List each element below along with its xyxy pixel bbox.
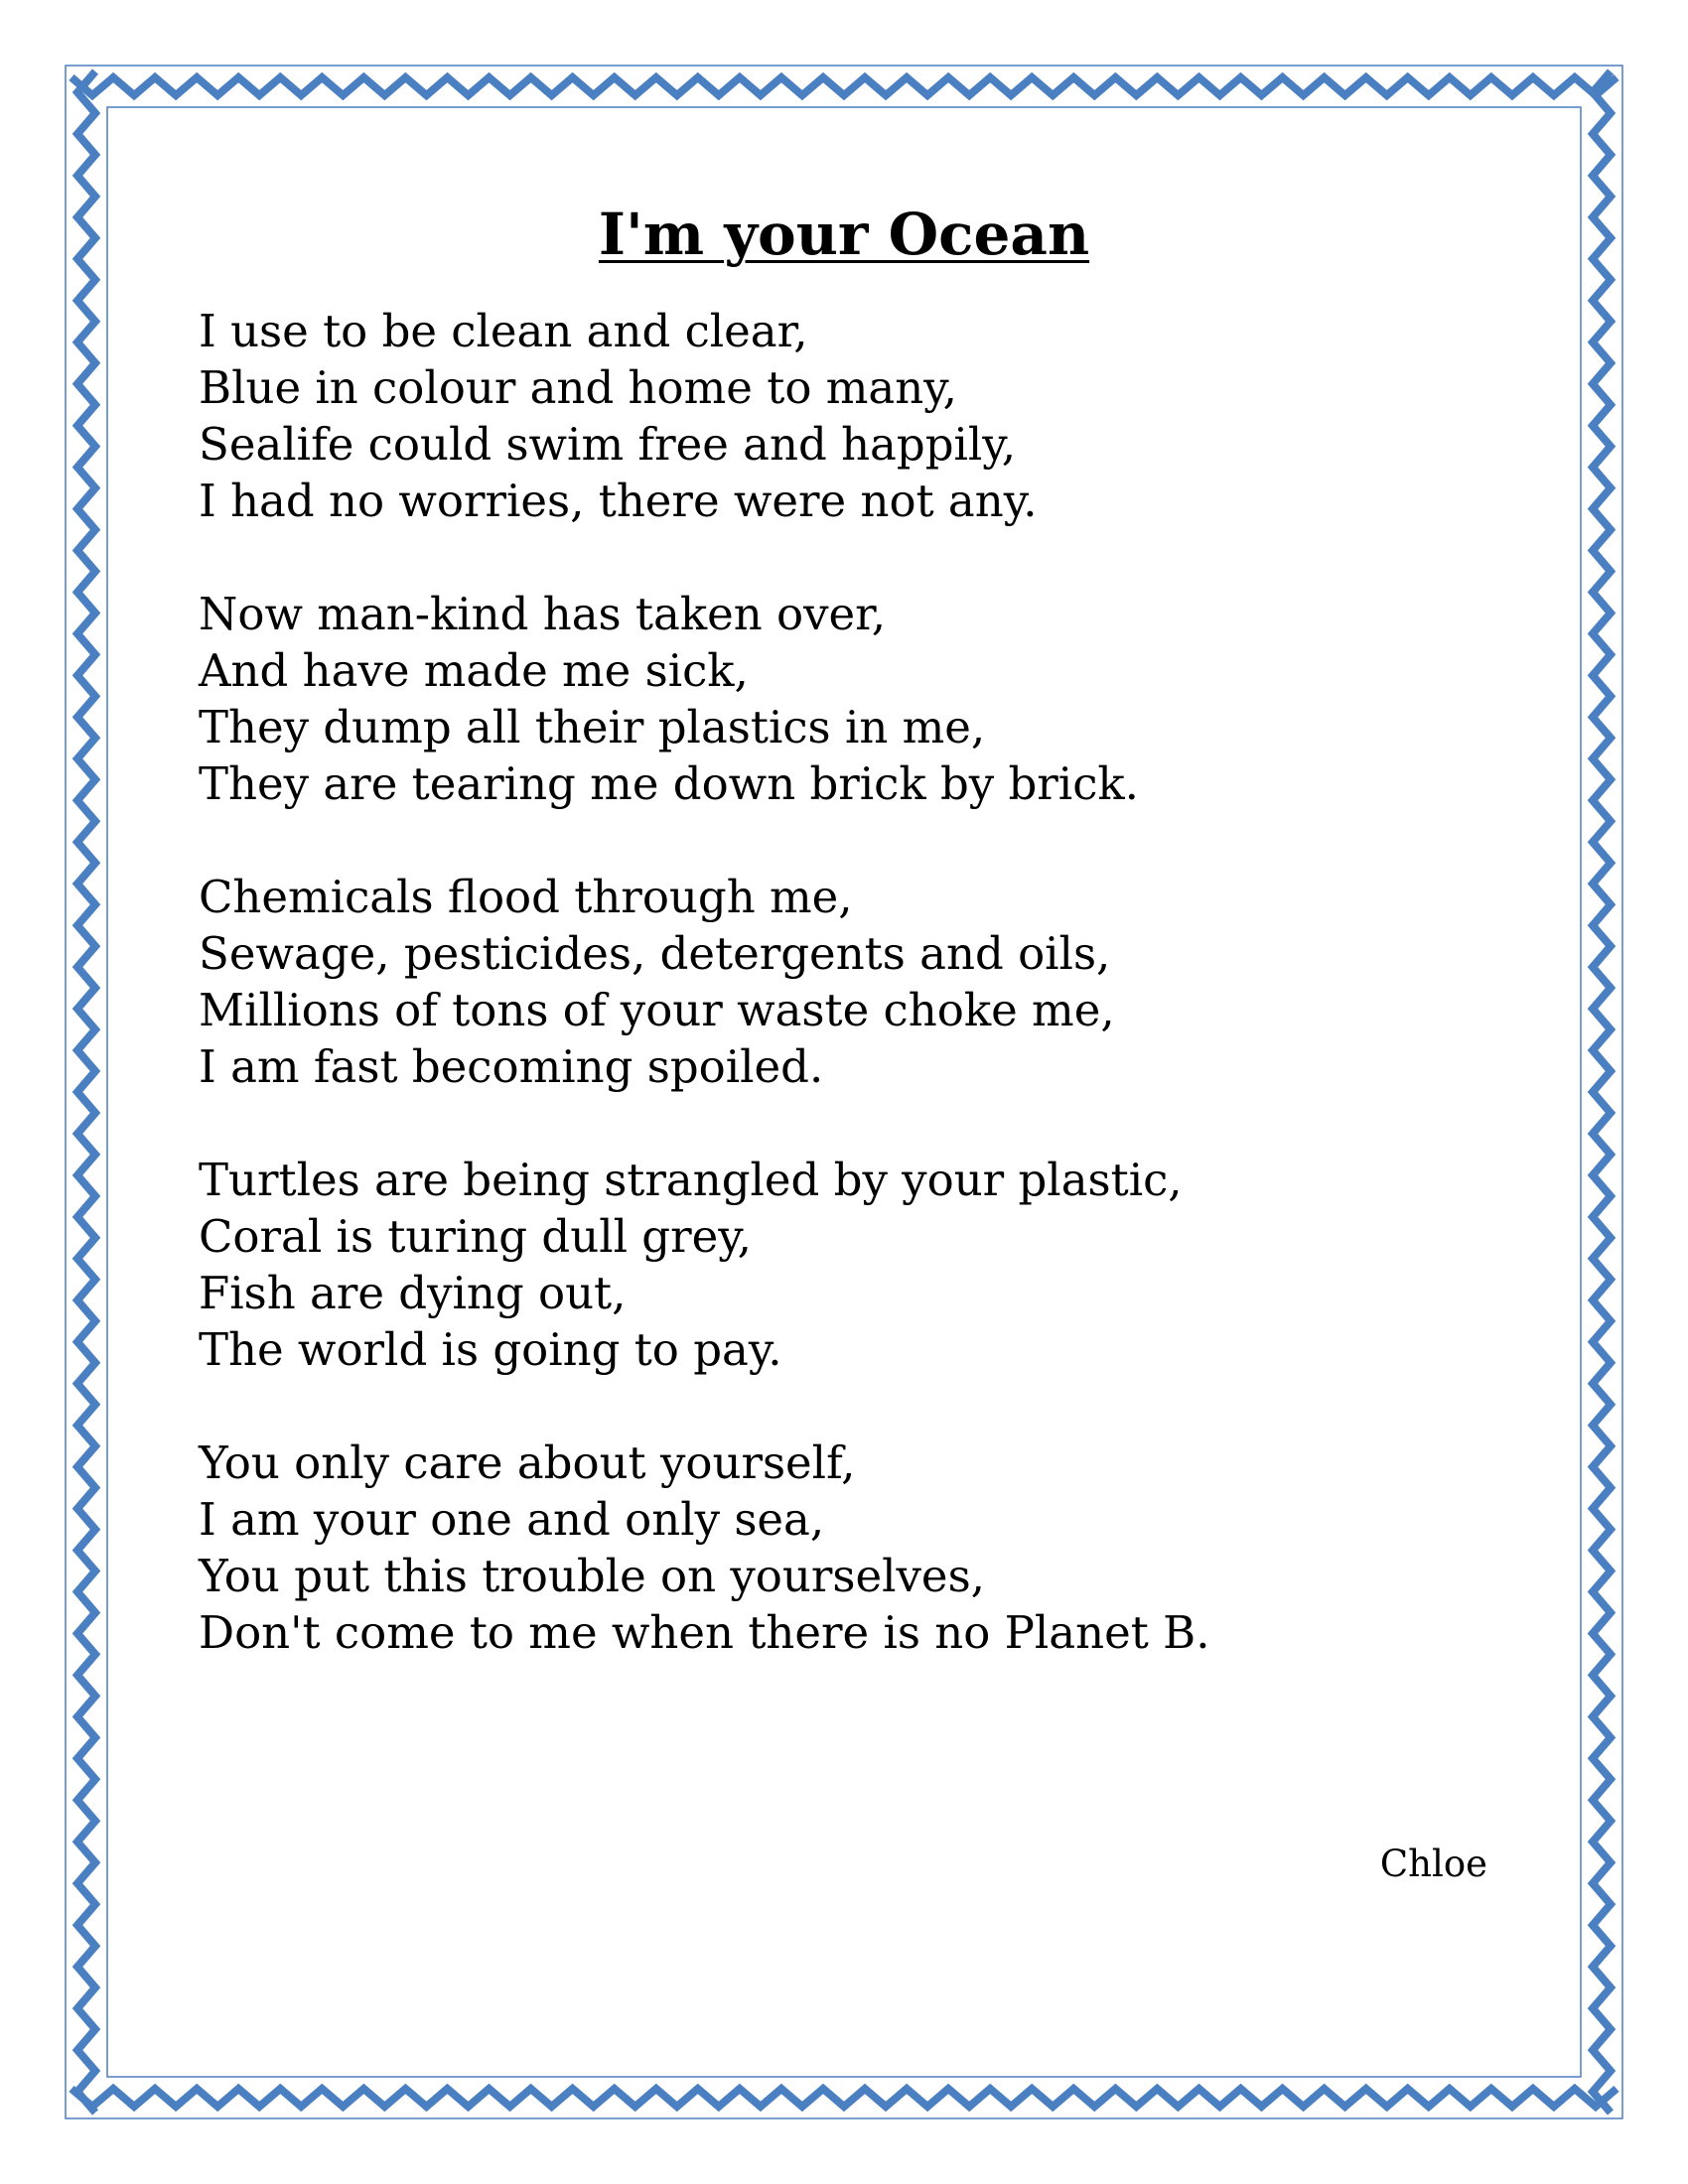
poem-line: Millions of tons of your waste choke me, (199, 984, 1115, 1036)
stanza-1 (199, 303, 1489, 529)
poem-line: I am your one and only sea, (199, 1493, 825, 1546)
poem-line: The world is going to pay. (199, 1323, 782, 1376)
poem-line: I use to be clean and clear, (199, 305, 808, 357)
stanza-4 (199, 1152, 1489, 1378)
border-top-zigzag (71, 77, 1617, 95)
poem-line: Blue in colour and home to many, (199, 361, 957, 414)
poem-line: Sealife could swim free and happily, (199, 418, 1017, 471)
poem-line: Coral is turing dull grey, (199, 1210, 752, 1263)
poem-line: They dump all their plastics in me, (199, 701, 986, 753)
poem-line: You only care about yourself, (199, 1436, 856, 1489)
poem-line: You put this trouble on yourselves, (199, 1550, 985, 1602)
author-signature: Chloe (1379, 1843, 1487, 1885)
poem-line: They are tearing me down brick by brick. (199, 757, 1139, 810)
poem-title-text: I'm your Ocean (598, 201, 1090, 268)
poem-line: Turtles are being strangled by your plastic, (199, 1154, 1183, 1206)
poem-line: Now man-kind has taken over, (199, 588, 887, 640)
poem-line: Don't come to me when there is no Planet B. (199, 1606, 1210, 1659)
stanza-2 (199, 586, 1489, 812)
poem-line: And have made me sick, (199, 644, 749, 697)
poem-line: Fish are dying out, (199, 1267, 627, 1319)
border-left-zigzag (77, 71, 95, 2113)
poem-title (0, 195, 1688, 274)
border-bottom-zigzag (71, 2089, 1617, 2107)
poem-line: Sewage, pesticides, detergents and oils, (199, 927, 1111, 980)
border-right-zigzag (1593, 71, 1611, 2113)
poem-body (199, 303, 1489, 1717)
poem-line: Chemicals flood through me, (199, 871, 853, 923)
stanza-3 (199, 869, 1489, 1095)
stanza-5 (199, 1434, 1489, 1661)
poem-line: I am fast becoming spoiled. (199, 1040, 824, 1093)
poem-line: I had no worries, there were not any. (199, 475, 1038, 527)
